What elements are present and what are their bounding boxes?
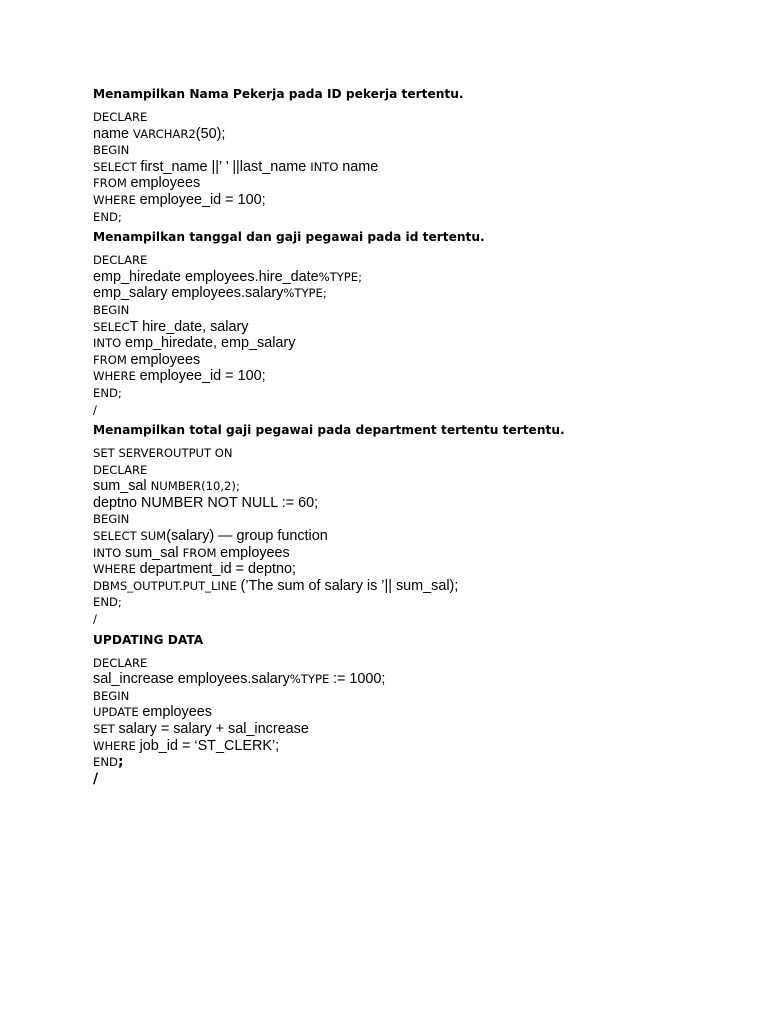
code-text: employee_id = 100; xyxy=(139,191,266,208)
code-line xyxy=(93,670,733,687)
code-keyword: WHERE xyxy=(93,192,140,207)
code-keyword: SELEC xyxy=(93,319,130,334)
code-line xyxy=(93,334,733,351)
code-keyword: / xyxy=(93,402,97,417)
code-text: salary = salary + sal_increase xyxy=(118,721,309,737)
code-keyword: INTO xyxy=(310,159,343,174)
code-keyword: FROM xyxy=(93,176,131,191)
code-line xyxy=(93,477,733,494)
code-keyword: INTO xyxy=(93,336,125,351)
code-keyword: BEGIN xyxy=(93,688,130,703)
code-line xyxy=(93,654,733,671)
code-keyword: BEGIN xyxy=(93,512,130,527)
code-keyword: DECLARE xyxy=(93,462,148,477)
code-text: job_id = ‘ST_CLERK’; xyxy=(139,737,280,754)
code-keyword: END xyxy=(93,755,118,770)
code-line xyxy=(93,560,733,577)
code-text: name xyxy=(342,158,379,175)
code-keyword: BEGIN xyxy=(93,302,130,317)
code-keyword: SELECT SUM xyxy=(93,529,167,544)
code-line xyxy=(93,544,733,561)
code-keyword: WHERE xyxy=(93,369,140,384)
code-text: sal_increase employees.salary xyxy=(93,671,290,688)
code-block xyxy=(93,654,733,787)
code-line xyxy=(93,108,733,125)
code-block xyxy=(93,251,733,417)
code-keyword: NUMBER(10,2); xyxy=(150,479,240,494)
code-line xyxy=(93,401,733,418)
code-line xyxy=(93,577,733,594)
code-keyword: %TYPE xyxy=(289,672,333,687)
code-text: deptno NUMBER NOT NULL := 60; xyxy=(93,494,319,511)
code-line xyxy=(93,510,733,527)
code-line xyxy=(93,251,733,268)
code-text: emp_hiredate employees.hire_date xyxy=(93,268,319,285)
code-text: employees xyxy=(220,544,290,561)
code-line xyxy=(93,268,733,285)
section-heading: UPDATING DATA xyxy=(93,632,204,647)
code-text: (50); xyxy=(195,125,226,142)
code-block xyxy=(93,444,733,627)
code-line xyxy=(93,301,733,318)
code-text: first_name ||’ ’ ||last_name xyxy=(140,158,311,175)
code-text: employees xyxy=(130,175,201,192)
code-line xyxy=(93,141,733,158)
code-keyword: WHERE xyxy=(93,738,140,753)
section-heading: Menampilkan tanggal dan gaji pegawai pada id tertentu. xyxy=(93,230,485,245)
code-text: / xyxy=(93,770,99,787)
code-text: employees xyxy=(130,351,201,368)
code-keyword: SELECT xyxy=(93,159,141,174)
code-keyword: DECLARE xyxy=(93,655,148,670)
code-text: sum_sal xyxy=(93,478,151,495)
code-line xyxy=(93,753,733,770)
code-line xyxy=(93,284,733,301)
code-keyword: %TYPE; xyxy=(318,269,363,284)
code-keyword: SET SERVEROUTPUT ON xyxy=(93,446,233,461)
code-text: T hire_date, salary xyxy=(129,318,249,335)
code-keyword: SET xyxy=(93,722,119,736)
code-text: (salary) — group function xyxy=(166,528,328,545)
code-block xyxy=(93,108,733,224)
code-text: employees xyxy=(142,704,212,721)
code-line xyxy=(93,191,733,208)
code-text: emp_salary employees.salary xyxy=(93,285,284,302)
code-line xyxy=(93,367,733,384)
code-keyword: FROM xyxy=(93,352,131,367)
code-line xyxy=(93,125,733,142)
code-line xyxy=(93,720,733,737)
code-text: name xyxy=(93,125,133,142)
code-line xyxy=(93,703,733,720)
code-line xyxy=(93,737,733,754)
code-keyword: DECLARE xyxy=(93,253,148,268)
section-heading: Menampilkan Nama Pekerja pada ID pekerja tertentu. xyxy=(93,87,464,101)
code-line xyxy=(93,208,733,225)
code-keyword: END; xyxy=(93,595,122,610)
code-text: employee_id = 100; xyxy=(139,368,266,385)
code-line xyxy=(93,351,733,368)
code-line xyxy=(93,494,733,511)
code-keyword: WHERE xyxy=(93,562,140,577)
code-line xyxy=(93,593,733,610)
code-text: emp_hiredate, emp_salary xyxy=(125,335,296,352)
code-line xyxy=(93,318,733,335)
code-keyword: END; xyxy=(93,385,122,400)
code-line xyxy=(93,527,733,544)
code-keyword: FROM xyxy=(182,545,221,560)
code-line xyxy=(93,610,733,627)
document-body xyxy=(93,86,733,791)
code-keyword: / xyxy=(93,612,97,627)
code-keyword: BEGIN xyxy=(93,143,130,158)
code-line xyxy=(93,158,733,175)
code-line xyxy=(93,384,733,401)
code-keyword: INTO xyxy=(93,545,125,560)
code-text: sum_sal xyxy=(125,544,183,561)
code-text: (’The sum of salary is ’|| sum_sal); xyxy=(240,577,459,594)
code-line xyxy=(93,174,733,191)
code-keyword: VARCHAR2 xyxy=(133,126,196,141)
code-keyword: DECLARE xyxy=(93,110,148,124)
code-text: department_id = deptno; xyxy=(139,561,296,578)
section-heading: Menampilkan total gaji pegawai pada department tertentu tertentu. xyxy=(93,423,565,438)
code-text: := 1000; xyxy=(332,671,386,688)
code-keyword: DBMS_OUTPUT.PUT_LINE xyxy=(93,578,241,593)
code-line xyxy=(93,770,733,787)
code-keyword: END; xyxy=(93,209,122,224)
code-line xyxy=(93,444,733,461)
code-text: ; xyxy=(117,754,124,771)
code-keyword: UPDATE xyxy=(93,705,143,720)
code-keyword: %TYPE; xyxy=(283,286,327,301)
code-line xyxy=(93,461,733,478)
code-line xyxy=(93,687,733,704)
